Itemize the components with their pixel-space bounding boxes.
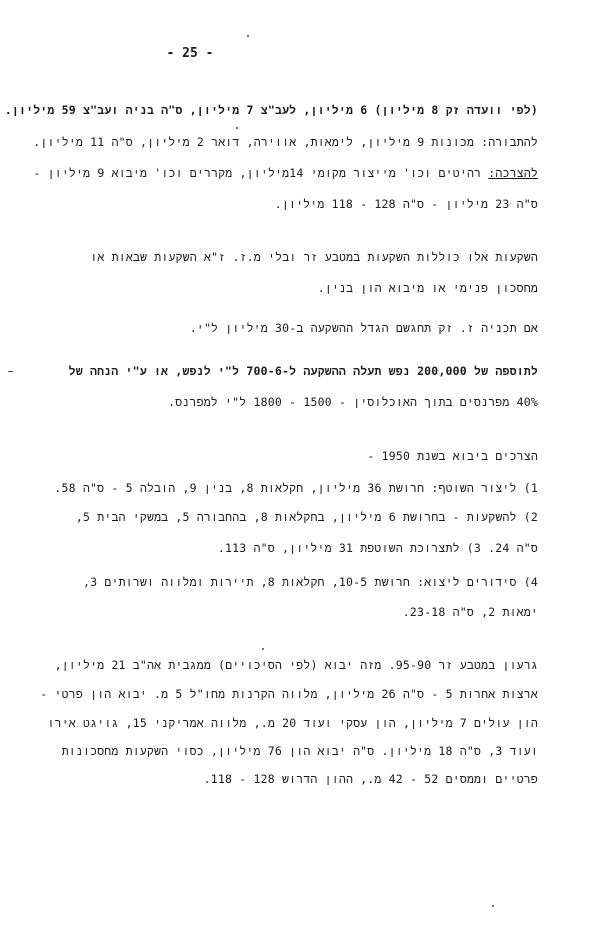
section-heading: הצרכים ביבוא בשנת 1950 -	[367, 449, 538, 463]
scan-speck	[247, 35, 249, 37]
paragraph-line: ועוד 3, ס"ה 18 מיליון. ס"ה יבוא הון 76 מיליון, כסוי השקעות מחסכונות	[61, 744, 538, 758]
paragraph-line: אם תכניה ז. זק תחגשם הגדל ההשקעה ב-30 מיליון ל"י.	[189, 321, 538, 335]
scan-speck	[492, 905, 494, 907]
paragraph-line: השקעות אלו כוללות השקעות במטבע זר ובלי מ.ז. ז"א השקעות שבאות או	[90, 250, 538, 264]
paragraph-line: (לפי וועדה זק 8 מיליון) 6 מיליון, לעב"צ 7 מיליון, ס"ה בניה ועב"צ 59 מיליון.	[4, 103, 538, 117]
paragraph-line: ארצות אחרות 5 - ס"ה 26 מיליון, מלווה הקרנות מחו"ל 5 מ. יבוא הון פרטי -	[40, 687, 538, 701]
list-item: 1) ליצור השוטף: חרושת 36 מיליון, חקלאות 8, בנין 9, הובלה 5 - ס"ה 58.	[54, 481, 538, 495]
list-item: 2) להשקעות - בחרושת 6 מיליון, בחקלאות 8, בהחבורה 5, במשקי הבית 5,	[75, 510, 538, 524]
paragraph-line: ס"ה 23 מיליון - ס"ה 128 - 118 מיליון.	[274, 197, 538, 211]
paragraph-line	[33, 166, 538, 180]
list-item: 4) סידורים ליצוא: חרושת 10-5, חקלאות 8, תיירות ומלווה ושרותים 3,	[83, 575, 538, 589]
paragraph-line: מחסכון פנימי או מיבוא הון בנין.	[317, 281, 538, 295]
paragraph-line: לתוספה של 200,000 נפש תעלה ההשקעה ל-700-6 ל"י לנפש, או ע"י הנחה של	[68, 364, 538, 378]
paragraph-line: גרעון במטבע זר 95-90. מזה יבוא (לפי הסיכויים) ממגבית אה"ב 21 מיליון,	[54, 658, 538, 672]
paragraph-line: פרטיים וממסים 52 - 42 מ., ההון הדרוש 128 - 118.	[203, 772, 538, 786]
line-text: רהיטים וכו' מייצור מקומי 14מיליון, מקררים וכו' מיבוא 9 מיליון -	[33, 166, 489, 180]
scan-speck	[236, 127, 238, 129]
page-number: - 25 -	[166, 46, 214, 61]
list-item: ימאות 2, ס"ה 23-18.	[402, 605, 538, 619]
paragraph-line: להתבורה: מכונות 9 מיליון, לימאות, אווירה, דואר 2 מיליון, ס"ה 11 מיליון.	[33, 135, 538, 149]
list-item: ס"ה 24. 3) לתצרוכת השוטפת 31 מיליון, ס"ה 113.	[217, 541, 538, 555]
underlined-label: להצרכה:	[488, 166, 538, 180]
scan-speck	[262, 648, 264, 650]
paragraph-line: הון עולים 7 מיליון, הון עסקי ועוד 20 מ., מלווה אמריקני 15, גויגט אירו	[47, 716, 538, 730]
scan-speck	[8, 371, 13, 372]
paragraph-line: 40% מפרנסים בתוך האוכלוסין - 1500 - 1800 ל"י למפרנס.	[168, 395, 538, 409]
